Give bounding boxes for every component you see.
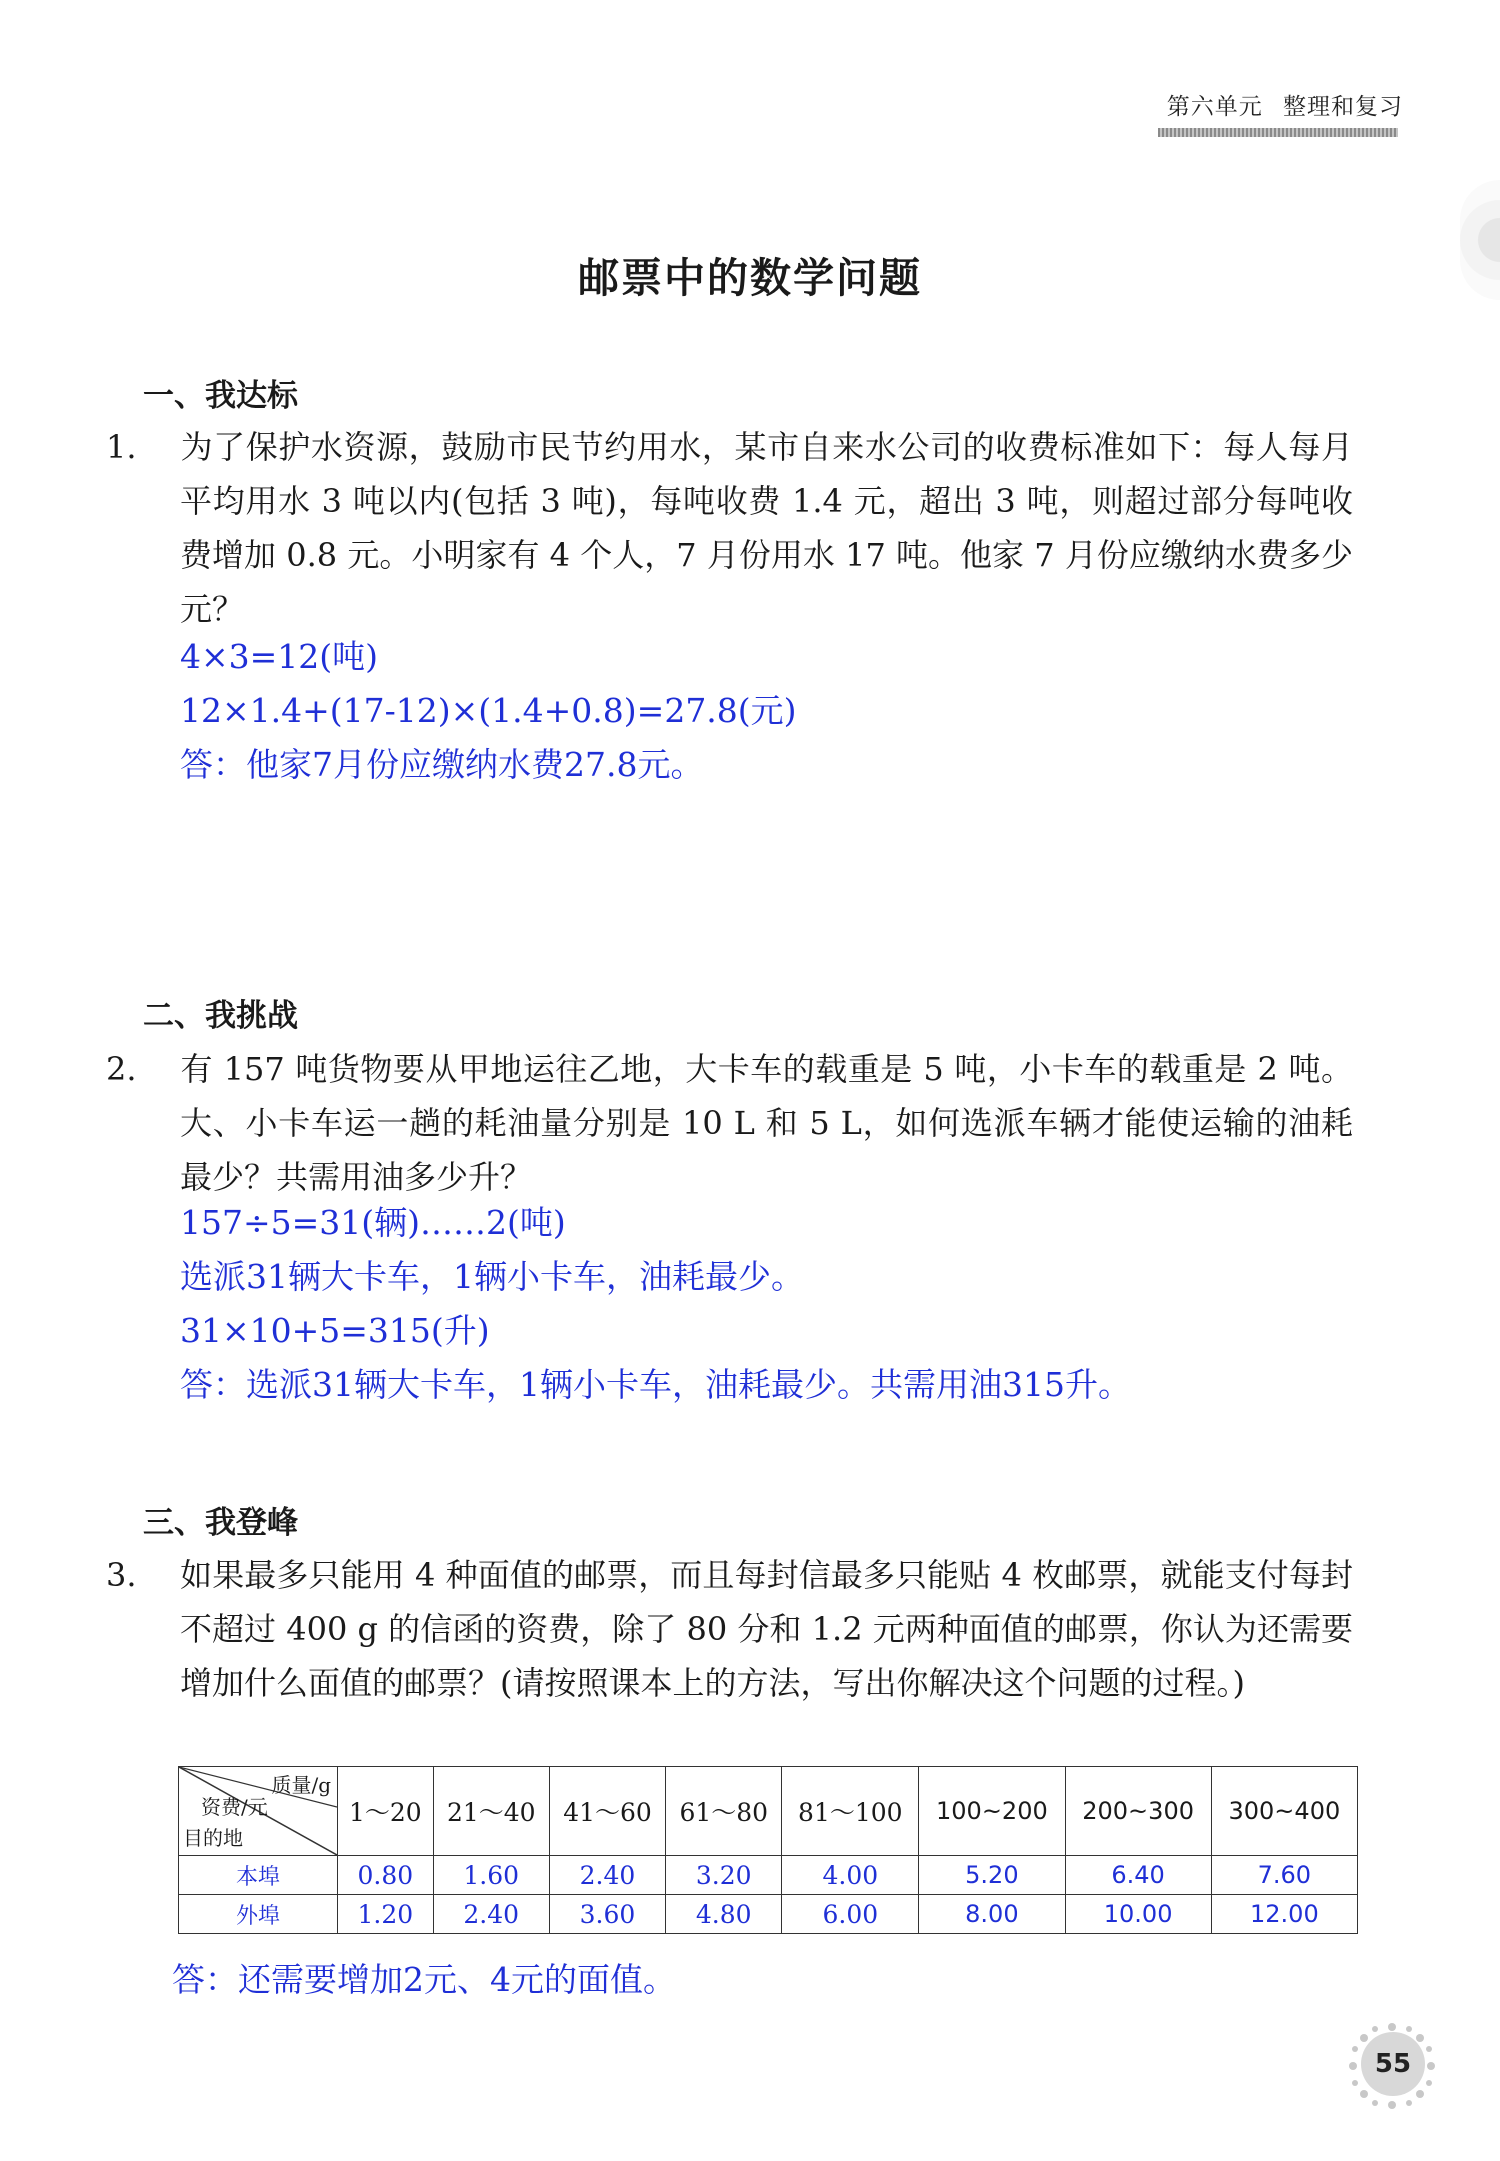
row-label: 外埠 [179,1895,338,1934]
page-number: 55 [1361,2032,1425,2096]
fee-cell: 0.80 [338,1856,434,1895]
fee-cell: 1.20 [338,1895,434,1934]
fee-cell: 6.40 [1065,1856,1211,1895]
problem-text: 有 157 吨货物要从甲地运往乙地，大卡车的载重是 5 吨，小卡车的载重是 2 吨。大、小卡车运一趟的耗油量分别是 10 L 和 5 L，如何选派车辆才能使运输的油耗最少？共需用油多少升？ [180,1050,1353,1196]
fee-cell: 12.00 [1211,1895,1357,1934]
fee-cell: 10.00 [1065,1895,1211,1934]
corner-label-weight: 质量/g [271,1773,331,1797]
fee-cell: 4.80 [666,1895,782,1934]
problem-number: 3. [106,1556,137,1594]
weight-header: 100~200 [919,1767,1065,1856]
weight-header: 1～20 [338,1767,434,1856]
answer-line: 31×10+5=315(升) [180,1311,490,1350]
fee-cell: 2.40 [433,1895,549,1934]
weight-header: 41～60 [549,1767,665,1856]
problem-number: 2. [106,1050,137,1088]
table-row-nonlocal [179,1895,1358,1934]
weight-header: 61～80 [666,1767,782,1856]
problem-number: 1. [106,428,137,466]
weight-header: 200~300 [1065,1767,1211,1856]
section-heading-3: 三、我登峰 [143,1505,298,1541]
problem-text: 如果最多只能用 4 种面值的邮票，而且每封信最多只能贴 4 枚邮票，就能支付每封不超过 400 g 的信函的资费，除了 80 分和 1.2 元两种面值的邮票，你认为还需要增加什么面值的邮票？(请按照课本上的方法，写出你解决这个问题的过程。) [180,1556,1353,1702]
fee-cell: 1.60 [433,1856,549,1895]
unit-header: 第六单元 整理和复习 [1166,94,1403,120]
section-heading-2: 二、我挑战 [143,998,298,1034]
fee-cell: 2.40 [549,1856,665,1895]
answer-line: 答：选派31辆大卡车，1辆小卡车，油耗最少。共需用油315升。 [180,1365,1131,1404]
problem-3 [106,1548,1353,1710]
weight-header: 21～40 [433,1767,549,1856]
page-title: 邮票中的数学问题 [578,254,922,302]
fee-cell: 3.60 [549,1895,665,1934]
table-row-local [179,1856,1358,1895]
corner-label-destination: 目的地 [183,1826,243,1850]
answer-line: 选派31辆大卡车，1辆小卡车，油耗最少。 [180,1257,804,1296]
fee-cell: 6.00 [782,1895,919,1934]
answer-line: 答：他家7月份应缴纳水费27.8元。 [180,745,704,784]
answer-line: 12×1.4+(17-12)×(1.4+0.8)=27.8(元) [180,691,797,730]
fee-cell: 3.20 [666,1856,782,1895]
problem-text: 为了保护水资源，鼓励市民节约用水，某市自来水公司的收费标准如下：每人每月平均用水 3 吨以内(包括 3 吨)，每吨收费 1.4 元，超出 3 吨，则超过部分每吨收费增加 0.8 元。小明家有 4 个人，7 月份用水 17 吨。他家 7 月份应缴纳水费多少元？ [180,428,1353,628]
weight-header: 300~400 [1211,1767,1357,1856]
fee-cell: 5.20 [919,1856,1065,1895]
problem-2 [106,1042,1353,1204]
answer-line: 答：还需要增加2元、4元的面值。 [172,1960,676,1999]
fee-cell: 8.00 [919,1895,1065,1934]
table-header-row [179,1767,1358,1856]
weight-header: 81～100 [782,1767,919,1856]
table-corner-cell [179,1767,338,1856]
problem-1 [106,420,1353,636]
section-heading-1: 一、我达标 [143,378,298,414]
corner-label-fee: 资费/元 [201,1795,268,1819]
answer-line: 4×3=12(吨) [180,637,379,676]
header-rule [1158,128,1398,137]
fee-cell: 4.00 [782,1856,919,1895]
fee-cell: 7.60 [1211,1856,1357,1895]
postage-fee-table [178,1766,1358,1934]
row-label: 本埠 [179,1856,338,1895]
answer-line: 157÷5=31(辆)……2(吨) [180,1203,566,1242]
